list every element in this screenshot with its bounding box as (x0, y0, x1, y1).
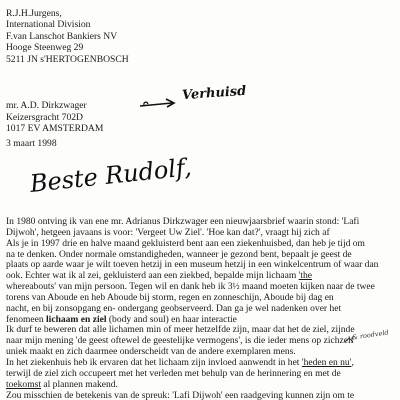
body-line: uniek maakt en zich daarmee onderscheidt van de andere exemplaren mens. (6, 347, 296, 358)
sender-company: F.van Lanschot Bankiers NV (6, 30, 118, 42)
body-line (6, 315, 398, 326)
body-line: whereabouts' van mijn persoon. Tegen wil en dank heb ik 3½ maand moeten kijken naar de twee (6, 282, 375, 293)
body-line (6, 380, 398, 391)
body-underlined-text: 'heden en nu' (301, 357, 352, 368)
handwritten-salutation: Beste Rudolf, (28, 153, 193, 198)
body-line: plaats op aarde waar je wilt toeven hetzij in een museum hetzij in een winkelcentrum of waar dan (6, 260, 379, 271)
body-text: , (351, 357, 354, 368)
handwritten-arrow-icon (138, 96, 180, 112)
sender-street: Hooge Steenweg 29 (6, 42, 84, 54)
body-line: Zou misschien de betekenis van de spreuk: 'Lafi Dijwoh' een raadgeving kunnen zijn om te (6, 390, 355, 400)
sender-name: R.J.H.Jurgens, (6, 8, 62, 19)
sender-city: 5211 JN s'HERTOGENBOSCH (6, 53, 129, 65)
sender-address-block (6, 8, 129, 65)
body-line (6, 271, 398, 282)
body-line: terwijl de ziel zich occupeert met het verleden met behulp van de herinnering en met de (6, 368, 341, 379)
body-line: naar mijn mening 'de geest oftewel de geestelijke vermogens', is die ieder mens op zichzelf (6, 336, 354, 347)
recipient-street: Keizersgracht 702D (6, 111, 83, 123)
handwritten-margin-note: & roodveld (351, 328, 390, 342)
body-bold-text: lichaam en ziel (46, 314, 107, 325)
recipient-city: 1017 EV AMSTERDAM (6, 123, 104, 135)
handwritten-note: Verhuisd (181, 83, 247, 104)
body-text: ook. Echter wat ik al zei, gekluisterd aan een ziekbed, bepalde mijn lichaam (6, 271, 299, 282)
body-line: nacht, en bij zonsopgang en- ondergang geobserveerd. Dan ga je wel nadenken over het (6, 303, 342, 314)
body-line: Als je in 1997 drie en halve maand gekluisterd bent aan een ziekenhuisbed, dan heb je tijd om (6, 238, 365, 249)
body-line: Dijwoh', hetgeen javaans is voor: 'Vergeet Uw Ziel'. 'Hoe kan dat?', vraagt hij zich af (6, 227, 330, 238)
body-line (6, 358, 398, 369)
insertion-caret-icon (344, 337, 354, 343)
sender-division: International Division (6, 19, 91, 31)
body-text: al plannen makend. (41, 379, 118, 390)
body-underlined-text: 'the (298, 271, 313, 282)
body-line: torens van Aboude en heb Aboude bij storm, regen en zonneschijn, Aboude bij dag en (6, 292, 334, 303)
recipient-name: mr. A.D. Dirkzwager (6, 100, 87, 111)
body-text: fenomeen (6, 314, 47, 325)
body-line: In 1980 ontving ik van ene mr. Adrianus Dirkzwager een nieuwjaarsbrief waarin stond: 'Lafi (6, 217, 360, 227)
body-line: na te denken. Onder normale omstandigheden, wanneer je gezond bent, bepaalt je geest de (6, 249, 352, 260)
recipient-address-block (6, 100, 103, 135)
body-text: In het ziekenhuis heb ik ervaren dat het lichaam zijn invloed aanwendt in het (6, 357, 302, 368)
body-line: Ik durf te beweren dat alle lichamen min of meer hetzelfde zijn, maar dat het de ziel, zijnde (6, 325, 355, 336)
body-underlined-text: toekomst (6, 379, 42, 390)
letter-date: 3 maart 1998 (6, 138, 57, 149)
body-text: (body and soul) en haar interactie (106, 314, 237, 325)
letter-body (6, 217, 398, 400)
